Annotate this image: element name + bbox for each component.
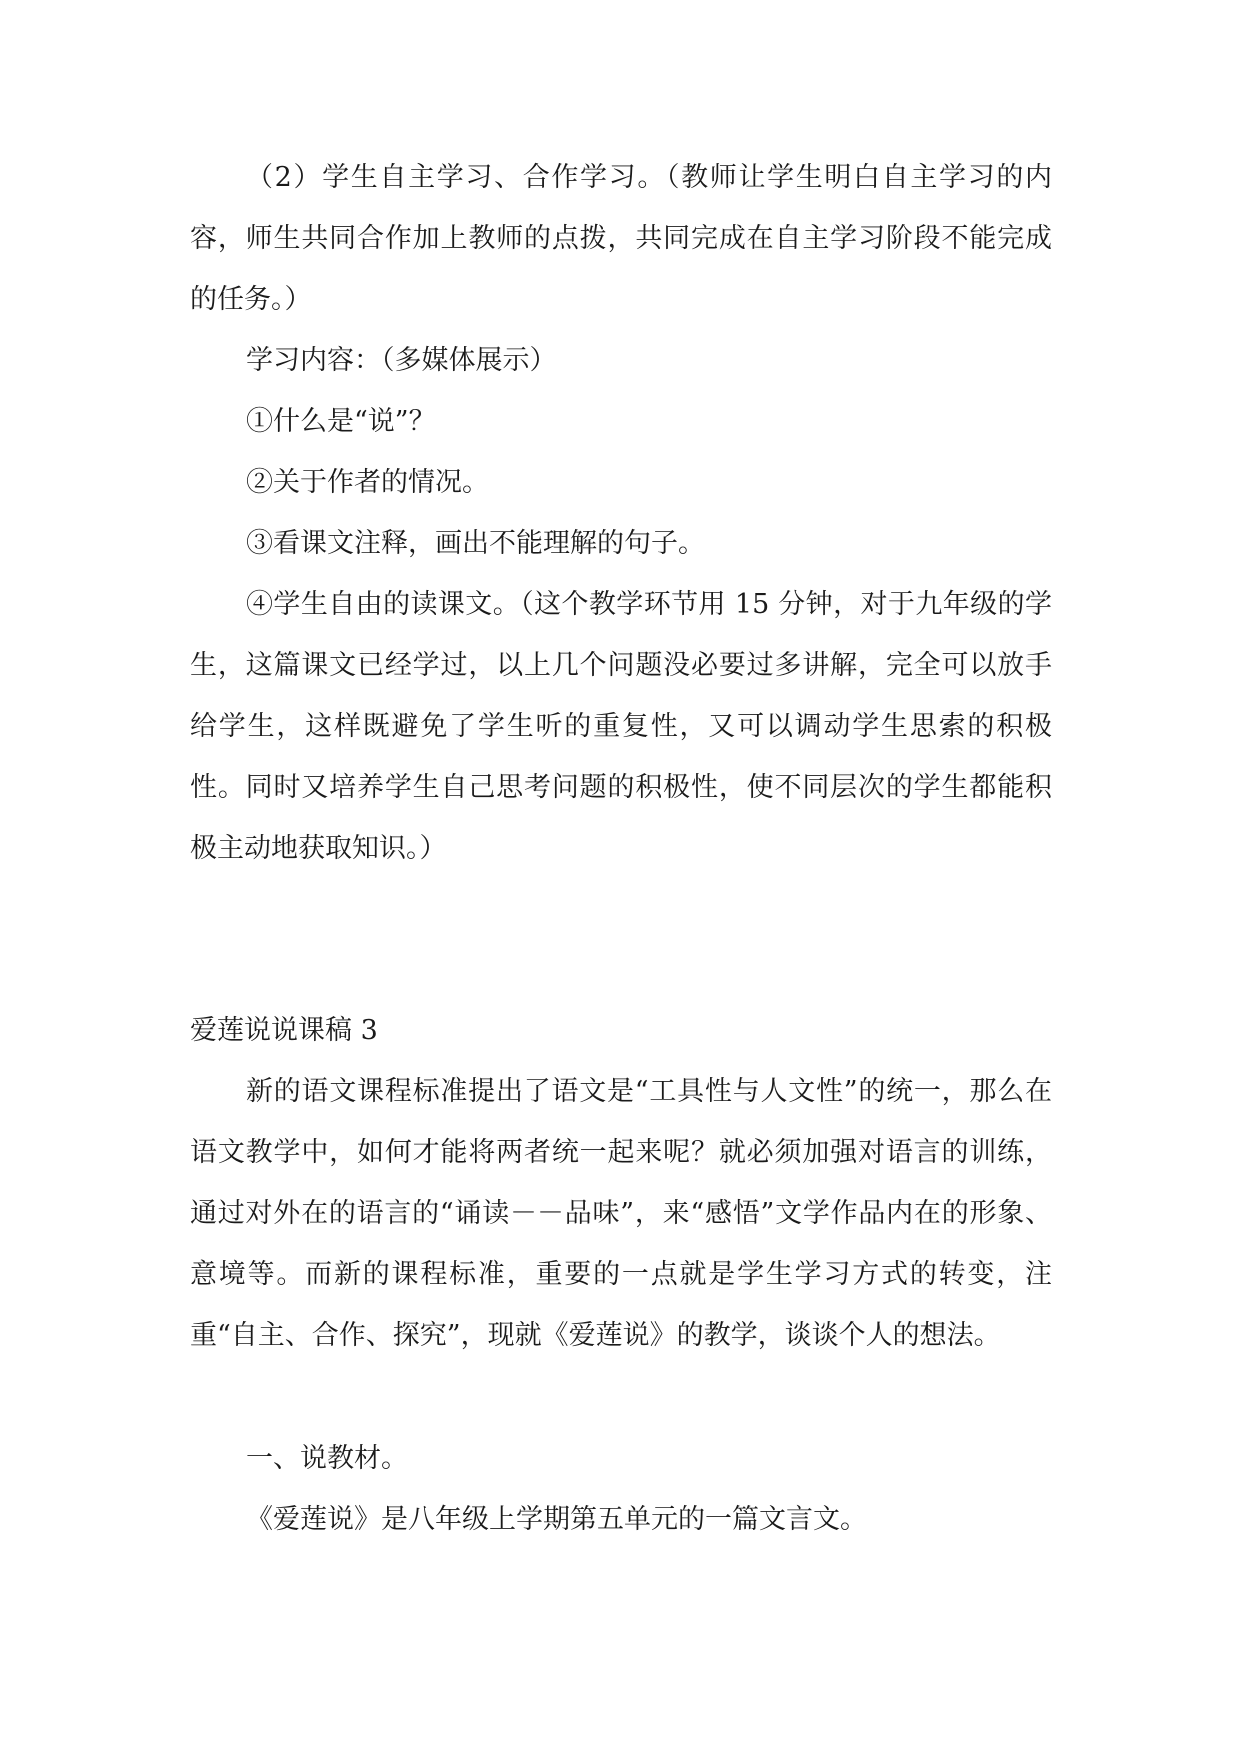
paragraph-textbook-heading: 一、说教材。 (246, 1443, 408, 1474)
paragraph-self-study: （2）学生自主学习、合作学习。（教师让学生明白自主学习的内容，师生共同合作加上教师的点拨，共同完成在自主学习阶段不能完成的任务。） (190, 162, 1052, 315)
list-item-2: ②关于作者的情况。 (246, 467, 489, 498)
list-item-3: ③看课文注释，画出不能理解的句子。 (246, 528, 705, 559)
paragraph-study-content: 学习内容：（多媒体展示） (246, 345, 557, 376)
list-item-1: ①什么是“说”？ (246, 406, 436, 437)
section-heading: 爱莲说说课稿 3 (190, 1015, 378, 1046)
paragraph-textbook-intro: 《爱莲说》是八年级上学期第五单元的一篇文言文。 (246, 1504, 867, 1535)
paragraph-curriculum: 新的语文课程标准提出了语文是“工具性与人文性”的统一，那么在语文教学中，如何才能将两者统一起来呢？就必须加强对语言的训练，通过对外在的语言的“诵读－－品味”，来“感悟”文学作品内在的形象、意境等。而新的课程标准，重要的一点就是学生学习方式的转变，注重“自主、合作、探究”，现就《爱莲说》的教学，谈谈个人的想法。 (190, 1076, 1052, 1351)
list-item-4: ④学生自由的读课文。（这个教学环节用 15 分钟，对于九年级的学生，这篇课文已经学过，以上几个问题没必要过多讲解，完全可以放手给学生，这样既避免了学生听的重复性，又可以调动学生思索的积极性。同时又培养学生自己思考问题的积极性，使不同层次的学生都能积极主动地获取知识。） (190, 589, 1052, 864)
